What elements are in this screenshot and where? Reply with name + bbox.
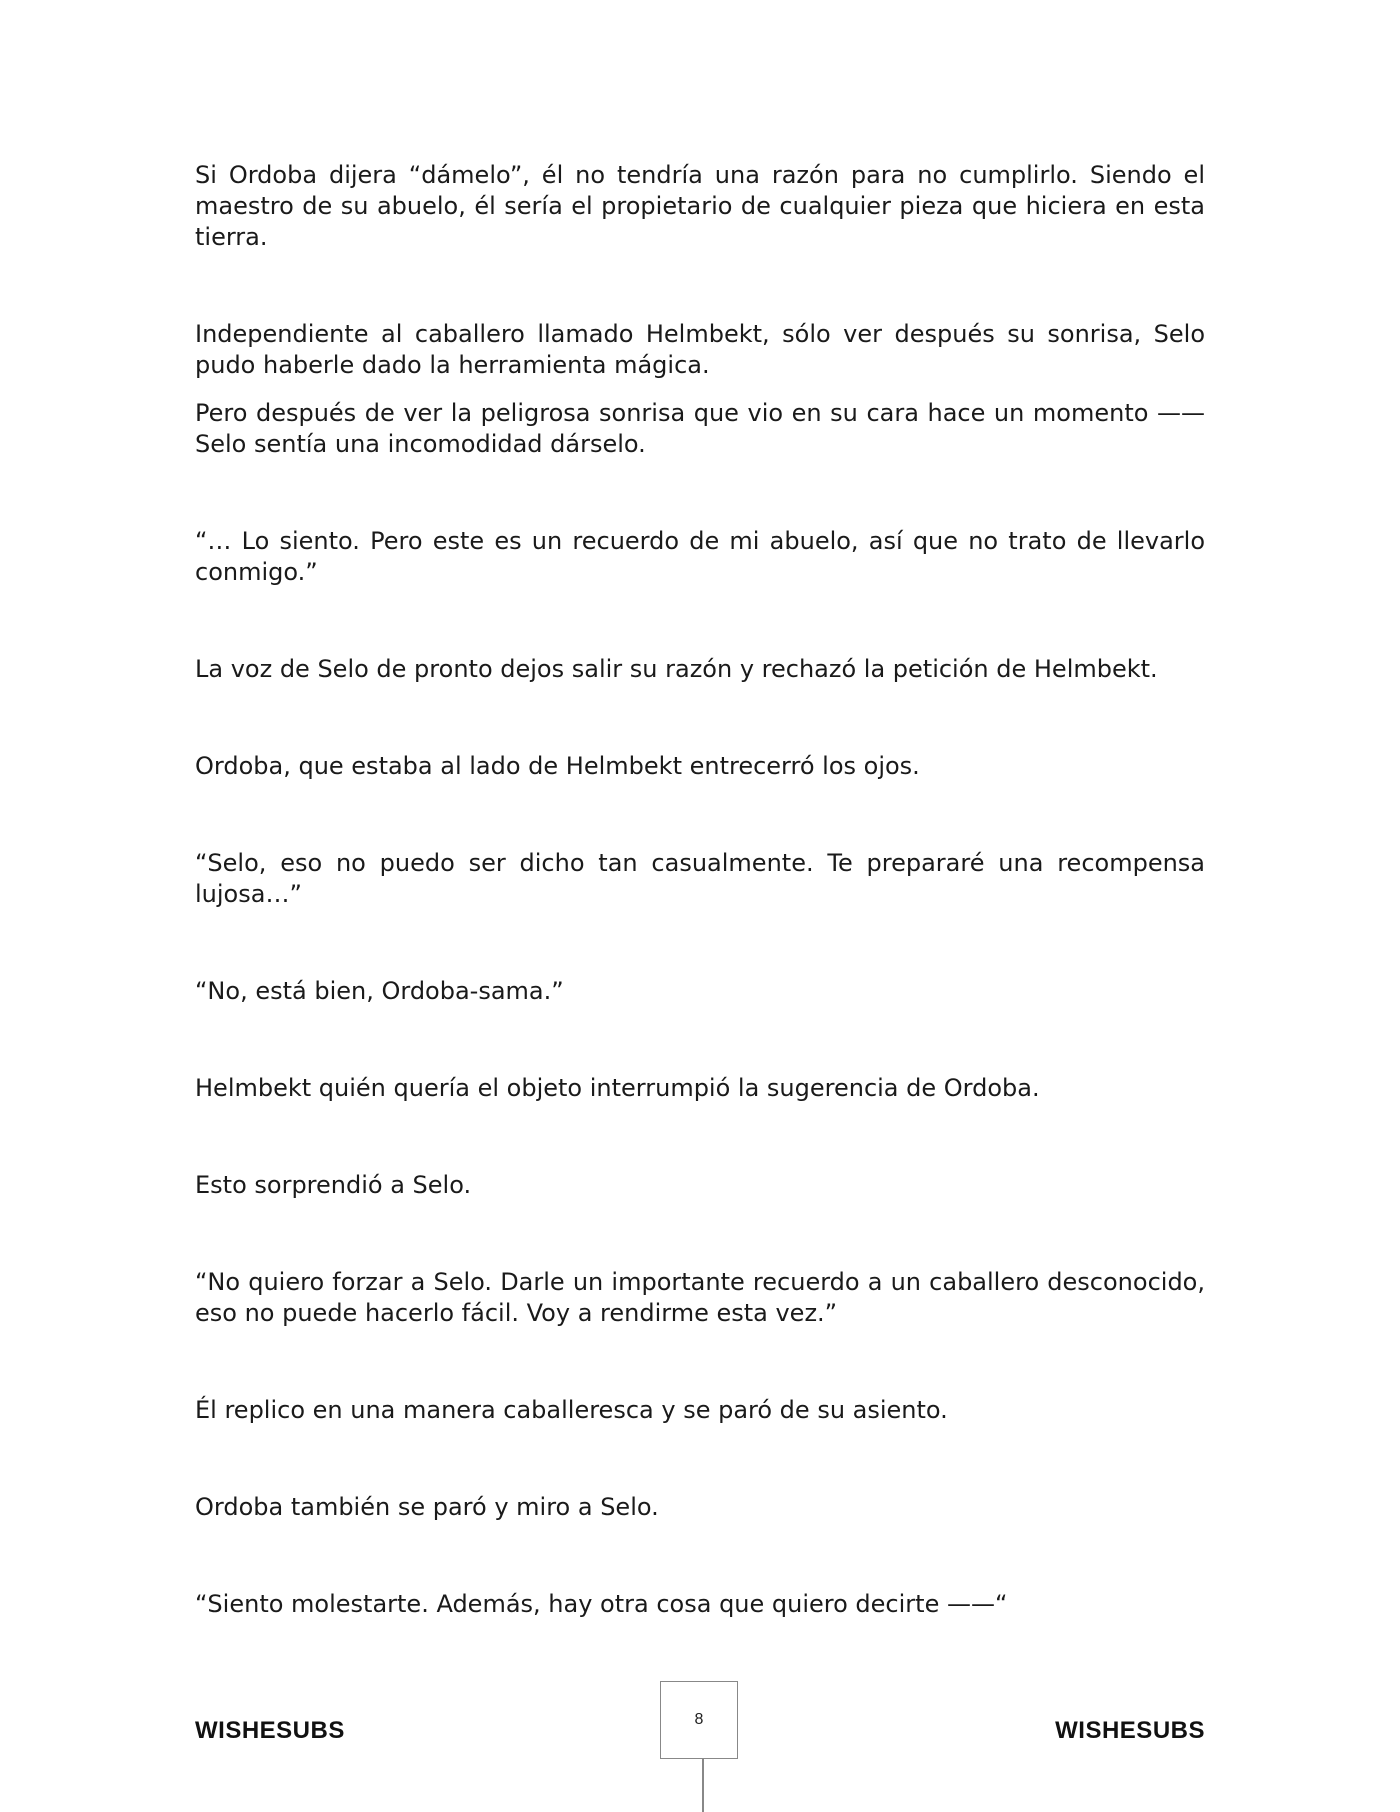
paragraph-14: “Siento molestarte. Además, hay otra cosa que quiero decirte ——“ <box>195 1590 1008 1618</box>
paragraph-7: “Selo, eso no puedo ser dicho tan casualmente. Te prepararé una recompensa lujosa…” <box>195 849 1205 908</box>
footer-brand-left: WISHESUBS <box>195 1717 345 1744</box>
page-body <box>195 160 1205 1620</box>
page-number: 8 <box>694 1711 704 1728</box>
paragraph-13: Ordoba también se paró y miro a Selo. <box>195 1493 659 1521</box>
paragraph-10: Esto sorprendió a Selo. <box>195 1171 472 1199</box>
paragraph-4: “… Lo siento. Pero este es un recuerdo de mi abuelo, así que no trato de llevarlo conmigo.” <box>195 527 1205 586</box>
paragraph-1: Si Ordoba dijera “dámelo”, él no tendría una razón para no cumplirlo. Siendo el maestro de su abuelo, él sería el propietario de cualquier pieza que hiciera en esta tierra. <box>195 161 1205 251</box>
paragraph-2: Independiente al caballero llamado Helmbekt, sólo ver después su sonrisa, Selo pudo haberle dado la herramienta mágica. <box>195 320 1205 379</box>
paragraph-12: Él replico en una manera caballeresca y se paró de su asiento. <box>195 1396 948 1424</box>
footer-brand-right: WISHESUBS <box>1055 1717 1205 1744</box>
paragraph-9: Helmbekt quién quería el objeto interrumpió la sugerencia de Ordoba. <box>195 1074 1040 1102</box>
paragraph-3: Pero después de ver la peligrosa sonrisa que vio en su cara hace un momento —— Selo sentía una incomodidad dárselo. <box>195 399 1205 458</box>
paragraph-8: “No, está bien, Ordoba-sama.” <box>195 977 564 1005</box>
paragraph-6: Ordoba, que estaba al lado de Helmbekt entrecerró los ojos. <box>195 752 920 780</box>
page-number-box <box>660 1681 738 1759</box>
paragraph-5: La voz de Selo de pronto dejos salir su razón y rechazó la petición de Helmbekt. <box>195 655 1158 683</box>
page-number-stem <box>702 1759 704 1812</box>
paragraph-11: “No quiero forzar a Selo. Darle un importante recuerdo a un caballero desconocido, eso no puede hacerlo fácil. Voy a rendirme esta vez.” <box>195 1268 1205 1327</box>
